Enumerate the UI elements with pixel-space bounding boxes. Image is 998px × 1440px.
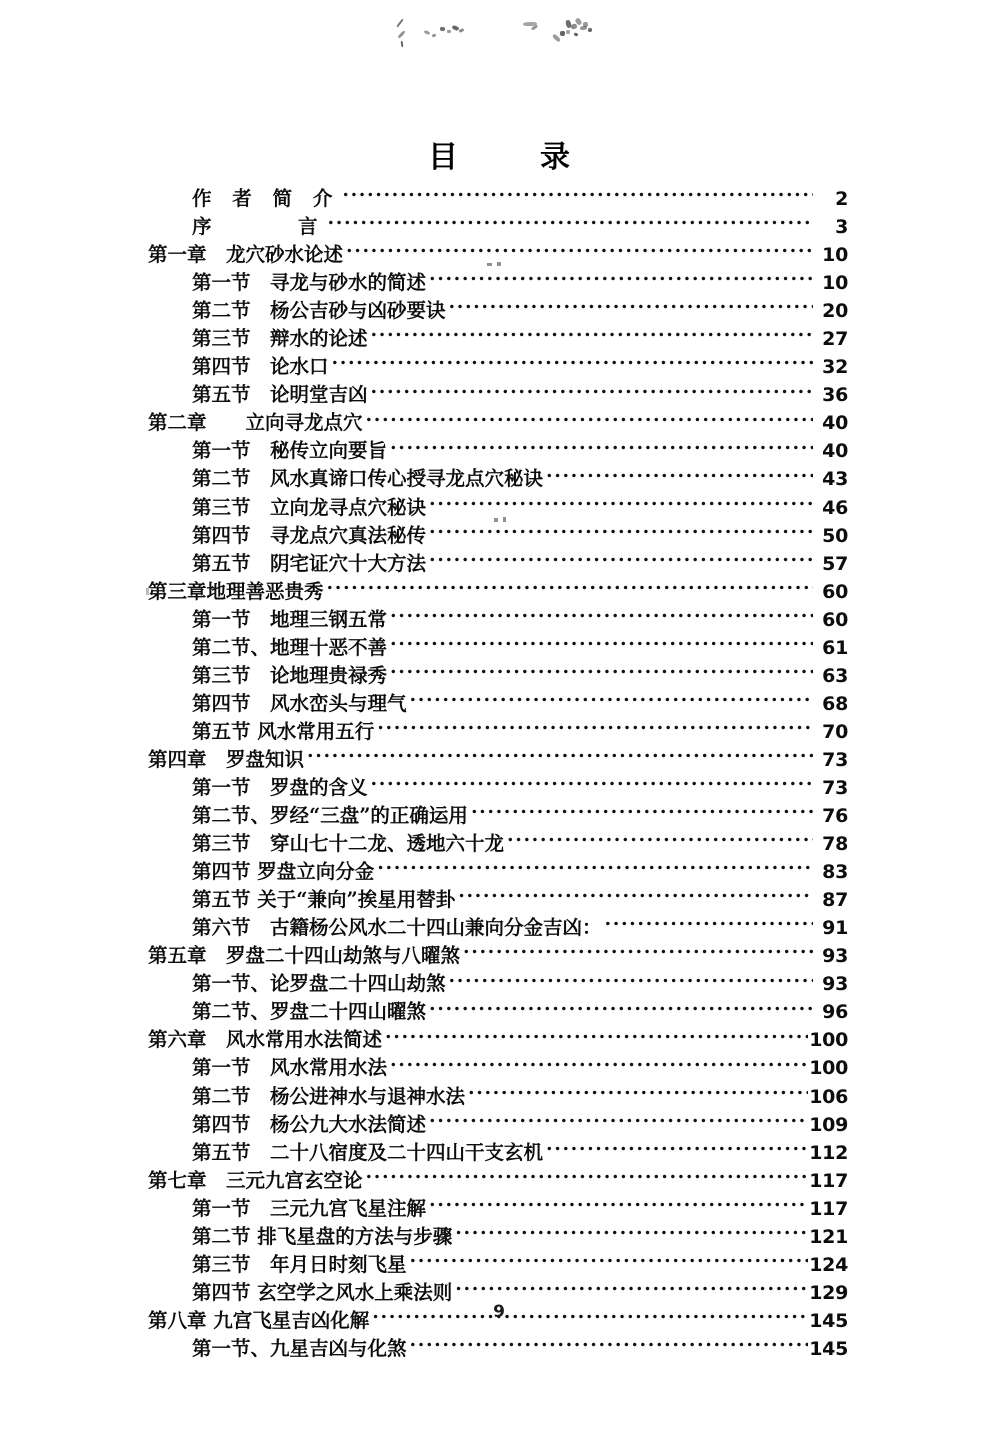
toc-entry-page-number: 70: [822, 720, 848, 743]
toc-entry-page-number: 20: [822, 300, 848, 323]
toc-dot-leader: [546, 466, 813, 486]
toc-entry-label: 第五节 论明堂吉凶: [192, 383, 368, 407]
toc-entry-page-number: 46: [822, 496, 848, 519]
toc-section-row[interactable]: [148, 1111, 848, 1139]
toc-section-row[interactable]: [148, 381, 848, 409]
toc-chapter-row[interactable]: [148, 1167, 848, 1195]
toc-entry-label: 第二节 杨公吉砂与凶砂要诀: [192, 299, 446, 323]
toc-dot-leader: [429, 494, 813, 514]
toc-section-row[interactable]: [148, 802, 848, 830]
toc-entry-page-number: 93: [822, 973, 848, 996]
toc-entry-page-number: 73: [822, 776, 848, 799]
toc-section-row[interactable]: [148, 1335, 848, 1363]
toc-entry-page-number: 145: [809, 1309, 848, 1332]
toc-entry-page-number: 60: [822, 580, 848, 603]
toc-section-row[interactable]: [148, 718, 848, 746]
toc-entry-page-number: 10: [822, 272, 848, 295]
toc-dot-leader: [346, 242, 813, 262]
toc-entry-label: 第二章 立向寻龙点穴: [148, 411, 363, 435]
toc-dot-leader: [507, 831, 813, 851]
toc-dot-leader: [546, 1139, 808, 1159]
toc-dot-leader: [371, 774, 813, 794]
toc-section-row[interactable]: [148, 494, 848, 522]
toc-section-row[interactable]: [148, 1223, 848, 1251]
toc-chapter-row[interactable]: [148, 746, 848, 774]
toc-dot-leader: [429, 550, 813, 570]
toc-dot-leader: [449, 971, 813, 991]
toc-dot-leader: [410, 690, 813, 710]
toc-dot-leader: [371, 382, 813, 402]
toc-section-row[interactable]: [148, 830, 848, 858]
toc-section-row[interactable]: [148, 1195, 848, 1223]
toc-dot-leader: [429, 270, 813, 290]
toc-entry-label: 作 者 简 介: [192, 187, 340, 210]
toc-dot-leader: [429, 1111, 808, 1131]
toc-entry-label: 序 言: [192, 215, 325, 239]
toc-entry-page-number: 60: [822, 608, 848, 631]
toc-dot-leader: [468, 1083, 808, 1103]
toc-section-row[interactable]: [148, 998, 848, 1026]
toc-chapter-row[interactable]: [148, 409, 848, 437]
toc-entry-page-number: 3: [835, 216, 848, 239]
toc-dot-leader: [328, 214, 813, 234]
toc-entry-label: 第一章 龙穴砂水论述: [148, 243, 344, 267]
toc-entry-page-number: 124: [809, 1253, 848, 1276]
toc-entry-page-number: 63: [822, 664, 848, 687]
toc-entry-page-number: 96: [822, 1001, 848, 1024]
toc-section-row[interactable]: [148, 690, 848, 718]
toc-entry-label: 第二节、地理十恶不善: [192, 635, 388, 659]
toc-entry-label: 第二节 风水真谛口传心授寻龙点穴秘诀: [192, 467, 544, 491]
toc-entry-page-number: 27: [822, 328, 848, 351]
toc-dot-leader: [449, 298, 813, 318]
toc-section-row[interactable]: [148, 970, 848, 998]
toc-entry-page-number: 117: [809, 1169, 848, 1192]
toc-section-row[interactable]: [148, 914, 848, 942]
toc-chapter-row[interactable]: [148, 241, 848, 269]
toc-entry-label: 第七章 三元九宫玄空论: [148, 1168, 363, 1192]
toc-dot-leader: [463, 943, 813, 963]
toc-section-row[interactable]: [148, 606, 848, 634]
toc-dot-leader: [455, 1223, 808, 1243]
toc-entry-page-number: 117: [809, 1197, 848, 1220]
toc-entry-page-number: 2: [835, 188, 848, 210]
toc-entry-page-number: 109: [809, 1113, 848, 1136]
toc-dot-leader: [429, 999, 813, 1019]
toc-entry-page-number: 50: [822, 524, 848, 547]
toc-entry-page-number: 100: [809, 1029, 848, 1052]
toc-section-row[interactable]: [148, 353, 848, 381]
toc-section-row[interactable]: [148, 1054, 848, 1082]
toc-entry-page-number: 76: [822, 805, 848, 828]
toc-entry-label: 第五节 关于“兼向”挨星用替卦: [192, 888, 456, 912]
toc-section-row[interactable]: [148, 858, 848, 886]
toc-section-row[interactable]: [148, 550, 848, 578]
toc-dot-leader: [385, 1027, 808, 1047]
toc-entry-label: 第五节 阴宅证穴十大方法: [192, 551, 427, 575]
toc-entry-label: 第一节、九星吉凶与化煞: [192, 1336, 407, 1360]
toc-entry-label: 第五章 罗盘二十四山劫煞与八曜煞: [148, 944, 461, 968]
toc-dot-leader: [390, 438, 813, 458]
toc-dot-leader: [377, 718, 813, 738]
toc-entry-label: 第三节 辩水的论述: [192, 327, 368, 351]
toc-section-row[interactable]: [148, 1083, 848, 1111]
toc-section-row[interactable]: [148, 522, 848, 550]
toc-entry-label: 第三节 立向龙寻点穴秘诀: [192, 495, 427, 519]
toc-entry-page-number: 10: [822, 244, 848, 267]
toc-entry-label: 第四节 罗盘立向分金: [192, 860, 375, 884]
toc-frontmatter-row[interactable]: [148, 213, 848, 241]
toc-entry-page-number: 32: [822, 356, 848, 379]
toc-section-row[interactable]: [148, 774, 848, 802]
toc-dot-leader: [429, 522, 813, 542]
toc-dot-leader: [390, 1055, 808, 1075]
toc-dot-leader: [410, 1335, 809, 1355]
toc-dot-leader: [455, 1279, 808, 1299]
toc-dot-leader: [390, 662, 813, 682]
toc-entry-label: 第八章 九宫飞星吉凶化解: [148, 1308, 370, 1332]
toc-dot-leader: [366, 1167, 809, 1187]
toc-entry-page-number: 112: [809, 1141, 848, 1164]
toc-section-row[interactable]: [148, 634, 848, 662]
toc-frontmatter-row[interactable]: [148, 185, 848, 213]
toc-dot-leader: [605, 915, 813, 935]
toc-dot-leader: [390, 634, 813, 654]
toc-dot-leader: [332, 354, 813, 374]
toc-chapter-row[interactable]: [148, 1026, 848, 1054]
toc-section-row[interactable]: [148, 297, 848, 325]
toc-entry-label: 第二节、罗经“三盘”的正确运用: [192, 804, 468, 828]
toc-entry-label: 第三节 年月日时刻飞星: [192, 1252, 407, 1276]
toc-dot-leader: [390, 606, 813, 626]
page-title: 目 录: [428, 140, 596, 175]
toc-entry-page-number: 78: [822, 833, 848, 856]
toc-entry-page-number: 87: [822, 889, 848, 912]
toc-entry-page-number: 61: [822, 636, 848, 659]
toc-dot-leader: [307, 746, 813, 766]
toc-entry-page-number: 40: [822, 412, 848, 435]
toc-entry-label: 第二节、罗盘二十四山曜煞: [192, 1000, 427, 1024]
toc-entry-label: 第五节 风水常用五行: [192, 719, 375, 743]
toc-dot-leader: [371, 326, 813, 346]
toc-section-row[interactable]: [148, 465, 848, 493]
toc-section-row[interactable]: [148, 1251, 848, 1279]
toc-section-row[interactable]: [148, 325, 848, 353]
toc-entry-label: 第一节 风水常用水法: [192, 1056, 388, 1080]
toc-entry-label: 第一节 寻龙与砂水的简述: [192, 271, 427, 295]
table-of-contents-list: [148, 185, 848, 1363]
toc-dot-leader: [377, 859, 813, 879]
toc-entry-label: 第四节 寻龙点穴真法秘传: [192, 523, 427, 547]
toc-entry-page-number: 57: [822, 552, 848, 575]
toc-entry-page-number: 36: [822, 384, 848, 407]
toc-entry-label: 第六章 风水常用水法简述: [148, 1028, 383, 1052]
toc-entry-label: 第一节 秘传立向要旨: [192, 439, 388, 463]
toc-dot-leader: [366, 410, 813, 430]
toc-entry-label: 第二节 排飞星盘的方法与步骤: [192, 1224, 453, 1248]
toc-entry-label: 第四节 杨公九大水法简述: [192, 1112, 427, 1136]
toc-section-row[interactable]: [148, 886, 848, 914]
toc-chapter-row[interactable]: [148, 578, 848, 606]
toc-section-row[interactable]: [148, 437, 848, 465]
toc-entry-page-number: 83: [822, 861, 848, 884]
toc-entry-label: 第四节 玄空学之风水上乘法则: [192, 1280, 453, 1304]
toc-entry-page-number: 43: [822, 468, 848, 491]
toc-entry-label: 第三节 穿山七十二龙、透地六十龙: [192, 832, 505, 856]
toc-entry-page-number: 100: [809, 1057, 848, 1080]
toc-entry-page-number: 68: [822, 692, 848, 715]
toc-entry-label: 第四章 罗盘知识: [148, 747, 305, 771]
toc-entry-label: 第一节 三元九宫飞星注解: [192, 1196, 427, 1220]
toc-entry-page-number: 145: [809, 1337, 848, 1360]
toc-section-row[interactable]: [148, 662, 848, 690]
toc-section-row[interactable]: [148, 269, 848, 297]
toc-entry-label: 第二节 杨公进神水与退神水法: [192, 1084, 466, 1108]
toc-entry-page-number: 91: [822, 917, 848, 940]
toc-chapter-row[interactable]: [148, 942, 848, 970]
page-folio-number: 9: [493, 1302, 505, 1322]
toc-entry-label: 第一节 地理三钢五常: [192, 607, 388, 631]
toc-section-row[interactable]: [148, 1139, 848, 1167]
toc-dot-leader: [342, 186, 813, 206]
toc-entry-page-number: 73: [822, 748, 848, 771]
toc-entry-label: 第四节 风水峦头与理气: [192, 691, 407, 715]
toc-dot-leader: [327, 578, 813, 598]
toc-dot-leader: [458, 887, 813, 907]
toc-dot-leader: [410, 1251, 809, 1271]
toc-entry-page-number: 93: [822, 945, 848, 968]
toc-entry-label: 第三章地理善恶贵秀: [148, 579, 324, 603]
toc-entry-page-number: 121: [809, 1225, 848, 1248]
toc-entry-page-number: 40: [822, 440, 848, 463]
toc-entry-page-number: 129: [809, 1281, 848, 1304]
toc-dot-leader: [429, 1195, 808, 1215]
toc-entry-label: 第六节 古籍杨公风水二十四山兼向分金吉凶：: [192, 916, 602, 940]
toc-entry-page-number: 106: [809, 1085, 848, 1108]
toc-entry-label: 第一节 罗盘的含义: [192, 775, 368, 799]
toc-entry-label: 第一节、论罗盘二十四山劫煞: [192, 972, 446, 996]
toc-dot-leader: [471, 803, 813, 823]
toc-entry-label: 第五节 二十八宿度及二十四山干支玄机: [192, 1140, 544, 1164]
toc-entry-label: 第四节 论水口: [192, 355, 329, 379]
toc-entry-label: 第三节 论地理贵禄秀: [192, 663, 388, 687]
